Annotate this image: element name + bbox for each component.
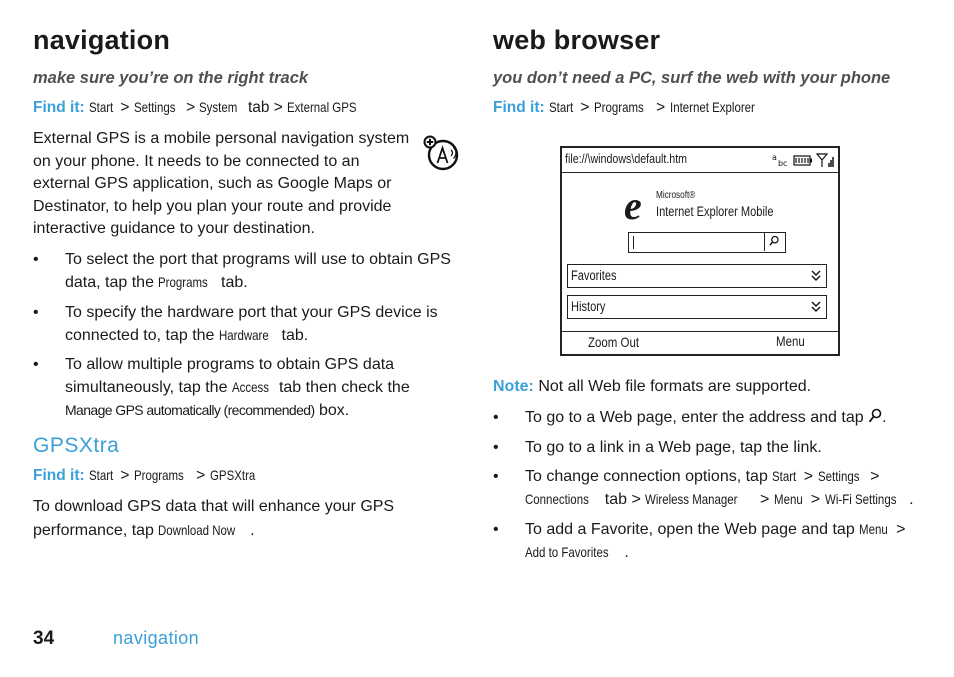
input-mode-icon: a: [772, 153, 777, 162]
softkey-bar: [562, 331, 838, 354]
key-settings: Settings: [133, 99, 176, 115]
bullet-hardware: • To specify the hardware port that your GPS device is connected to, tap the Hardware tab.: [33, 301, 461, 347]
search-icon: [868, 408, 882, 424]
history-dropdown[interactable]: [567, 295, 827, 319]
note-line: Note: Not all Web file formats are supported.: [493, 378, 812, 395]
bullet-programs: • To select the port that programs will use to obtain GPS data, tap the Programs tab.: [33, 248, 461, 294]
tagline-web-browser: you don’t need a PC, surf the web with your phone: [493, 69, 891, 87]
key-download-now: Download Now: [158, 521, 236, 538]
note-label: Note:: [493, 378, 534, 395]
ie-e-icon: e: [624, 183, 642, 228]
gps-feature-icon: [423, 135, 461, 171]
key-programs: Programs: [158, 274, 209, 290]
key-settings: Settings: [817, 468, 860, 484]
navigation-bullets: [33, 248, 461, 429]
section-title-navigation: navigation: [33, 25, 171, 55]
page-number: 34: [33, 628, 55, 649]
web-browser-bullets: [493, 406, 923, 570]
find-it-label: Find it:: [33, 99, 85, 116]
chevron-down-icon: [809, 299, 823, 315]
chevron-down-icon: [809, 268, 823, 284]
gpsxtra-heading: GPSXtra: [33, 434, 120, 457]
svg-text:c: c: [783, 159, 788, 168]
bullet-connection-options: • To change connection options, tap Start > Settings > Connections tab > Wireless Manager > Menu > Wi-Fi Settings .: [493, 465, 923, 511]
tab-word: tab: [247, 99, 270, 116]
key-manage-gps: Manage GPS automatically (recommended): [65, 402, 315, 418]
key-add-to-favorites: Add to Favorites: [525, 543, 609, 560]
address-text: file://\windows\default.htm: [565, 151, 688, 166]
find-it-label: Find it:: [493, 99, 545, 116]
search-button[interactable]: [764, 233, 785, 251]
key-wifi-settings: Wi-Fi Settings: [824, 491, 896, 507]
key-menu: Menu: [773, 491, 803, 507]
find-it-external-gps: Find it: Start > Settings > System tab > External GPS: [33, 99, 357, 116]
key-menu: Menu: [859, 520, 888, 537]
svg-text:b: b: [778, 159, 784, 168]
key-hardware: Hardware: [218, 326, 269, 343]
ie-mobile-logo: [624, 183, 804, 228]
key-programs: Programs: [133, 467, 184, 483]
footer-section-name: navigation: [113, 628, 200, 648]
bullet-go-to-page: • To go to a Web page, enter the address and tap .: [493, 406, 923, 429]
zoom-out-softkey[interactable]: Zoom Out: [588, 334, 640, 350]
key-wireless-manager: Wireless Manager: [645, 491, 738, 507]
text-cursor: [633, 236, 634, 249]
history-label: History: [571, 299, 606, 314]
key-programs: Programs: [593, 99, 644, 115]
search-icon: [765, 233, 783, 250]
menu-softkey[interactable]: Menu: [776, 333, 805, 349]
browser-screen-illustration: [560, 146, 840, 356]
key-start: Start: [88, 467, 114, 483]
tagline-navigation: make sure you’re on the right track: [33, 69, 309, 87]
key-external-gps: External GPS: [287, 99, 357, 115]
favorites-dropdown[interactable]: [567, 264, 827, 288]
key-access: Access: [231, 379, 269, 395]
key-connections: Connections: [525, 491, 589, 507]
status-icons: [772, 151, 834, 169]
search-input[interactable]: [628, 232, 786, 253]
logo-company: Microsoft®: [656, 190, 696, 201]
section-title-web-browser: web browser: [493, 25, 661, 55]
key-start: Start: [88, 99, 114, 115]
address-bar[interactable]: [562, 148, 838, 173]
gpsxtra-paragraph: To download GPS data that will enhance your GPS performance, tap Download Now .: [33, 496, 433, 542]
antenna-icon: [817, 154, 827, 167]
signal-icon: [829, 157, 833, 167]
key-system: System: [199, 99, 238, 115]
bullet-add-favorite: • To add a Favorite, open the Web page and tap Menu > Add to Favorites .: [493, 518, 923, 564]
key-gpsxtra: GPSXtra: [209, 467, 255, 483]
intro-paragraph: External GPS is a mobile personal navigation system on your phone. It needs to be connected to an external GPS application, such as Google Maps or Destinator, to help you plan your route and provide interactive guidance to your destination.: [33, 130, 410, 238]
key-start: Start: [548, 99, 574, 115]
find-it-internet-explorer: Find it: Start > Programs > Internet Explorer: [493, 99, 755, 116]
find-it-gpsxtra: Find it: Start > Programs > GPSXtra: [33, 467, 255, 484]
key-internet-explorer: Internet Explorer: [669, 99, 755, 115]
bullet-access: • To allow multiple programs to obtain GPS data simultaneously, tap the Access tab then check the Manage GPS automatically (recommended) box.: [33, 353, 461, 422]
find-it-label: Find it:: [33, 467, 85, 484]
key-start: Start: [772, 468, 797, 484]
logo-product: Internet Explorer Mobile: [656, 204, 774, 219]
bullet-go-to-link: • To go to a link in a Web page, tap the link.: [493, 436, 923, 459]
favorites-label: Favorites: [571, 268, 617, 283]
